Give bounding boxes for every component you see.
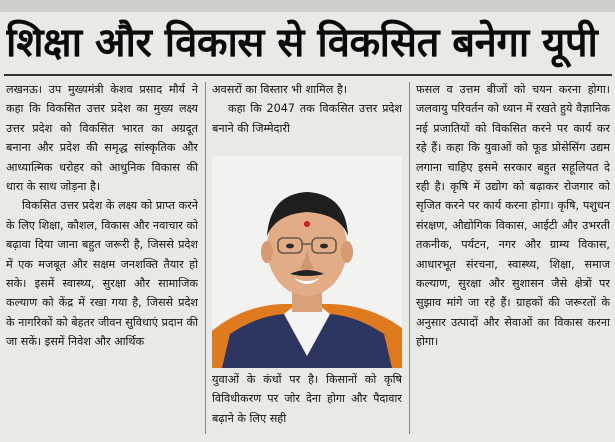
article-column-2-bottom (212, 370, 402, 436)
article-column-3 (416, 80, 610, 436)
portrait-photo (212, 156, 402, 368)
paragraph-goals: विकसित उत्तर प्रदेश के लक्ष्य को प्राप्त करने के लिए शिक्षा, कौशल, विकास और नवाचार को बढ़ावा दिया जाना बहुत जरूरी है, जिससे प्रदेश में एक मजबूत और सक्षम जनशक्ति तैयार हो सके। इसमें स्वास्थ्य, सुरक्षा और सामाजिक कल्याण को केंद्र में रखा गया है, जिससे प्रदेश के नागरिकों को बेहतर जीवन सुविधाएं प्रदान की जा सकें। इसमें निवेश और आर्थिक (6, 199, 198, 349)
page-top-strip (0, 0, 615, 12)
article-column-2-top (212, 80, 402, 152)
column-divider (205, 82, 206, 434)
column2-first-line: अवसरों का विस्तार भी शामिल है। (212, 83, 348, 96)
headline-rule (4, 74, 612, 76)
article-column-1 (6, 80, 198, 436)
column3-paragraph: फसल व उत्तम बीजों को चयन करना होगा। जलवायु परिवर्तन को ध्यान में रखते हुये वैज्ञानिक नई प्रजातियों को विकसित करने पर कार्य कर रहे हैं। कहा कि युवाओं को फूड प्रोसेसिंग उद्यम लगाना चाहिए इसमे सरकार बहुत सहूलियत दे रही है। कृषि में उद्योग को बढ़ाकर रोजगार को सृजित करने पर कार्य करना होगा। कृषि, पशुधन संरक्षण, औद्योगिक विकास, आईटी और उभरती तकनीक, पर्यटन, नगर और ग्राम्य विकास, आधारभूत संरचना, स्वास्थ्य, शिक्षा, समाज कल्याण, सुरक्षा और सुशासन जैसे क्षेत्रों पर सुझाव मांगे जा रहे हैं। ग्राहकों की जरूरतों के अनुसार उत्पादों और सेवाओं का विकास करना होगा। (416, 83, 610, 349)
headline: शिक्षा और विकास से विकसित बनेगा यूपी (6, 20, 598, 66)
paragraph-intro: लखनऊ। उप मुख्यमंत्री केशव प्रसाद मौर्य ने कहा कि विकसित उत्तर प्रदेश का मुख्य लक्ष्य उत्तर प्रदेश को विकसित भारत का अग्रदूत बनाना और प्रदेश की समृद्ध सांस्कृतिक और आध्यात्मिक धरोहर को आधुनिक विकास की धारा के साथ जोड़ना है। (6, 83, 198, 194)
column2-bottom-paragraph: युवाओं के कंधों पर है। किसानों को कृषि विविधीकरण पर जोर देना होगा और पैदावार बढ़ाने के लिए सही (212, 373, 402, 425)
column-divider (409, 82, 410, 434)
column2-paragraph: कहा कि 2047 तक विकसित उत्तर प्रदेश बनाने की जिम्मेदारी (212, 102, 402, 135)
